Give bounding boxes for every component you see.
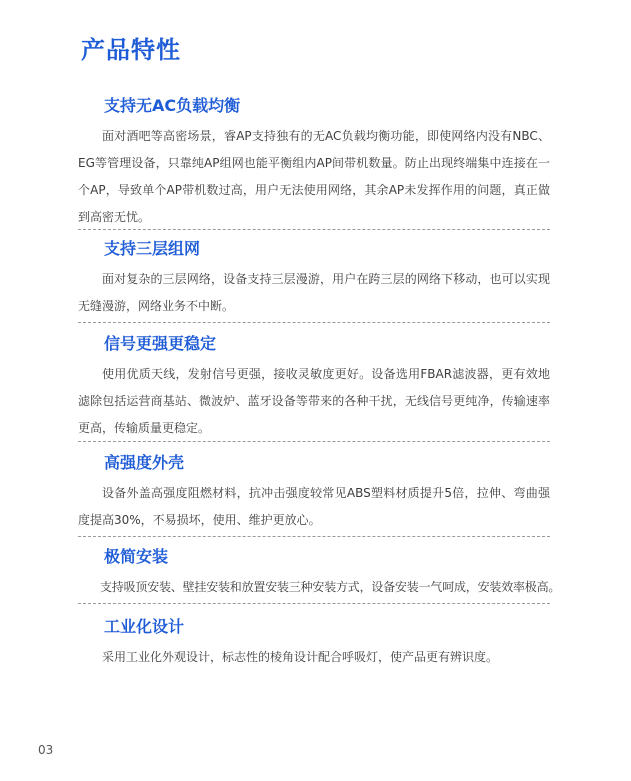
section-ac-free-load-balancing	[78, 95, 550, 231]
section-layer3-networking	[78, 238, 550, 320]
page-number: 03	[38, 743, 54, 757]
section-title: 极简安装	[104, 547, 169, 566]
section-body: 设备外盖高强度阻燃材料，抗冲击强度较常见ABS塑料材质提升5倍，拉伸、弯曲强度提高30%，不易损坏，使用、维护更放心。	[78, 486, 550, 527]
section-simple-installation	[78, 546, 561, 601]
dashed-divider	[78, 229, 550, 230]
section-body: 面对复杂的三层网络，设备支持三层漫游，用户在跨三层的网络下移动，也可以实现无缝漫游，网络业务不中断。	[78, 272, 550, 313]
section-title: 高强度外壳	[104, 453, 185, 472]
dashed-divider	[78, 603, 550, 604]
section-stronger-signal	[78, 333, 550, 442]
dashed-divider	[78, 322, 550, 323]
dashed-divider	[78, 536, 550, 537]
section-body: 使用优质天线，发射信号更强，接收灵敏度更好。设备选用FBAR滤波器，更有效地滤除包括运营商基站、微波炉、蓝牙设备等带来的各种干扰，无线信号更纯净，传输速率更高，传输质量更稳定。	[78, 367, 550, 435]
page-title: 产品特性	[81, 36, 181, 64]
section-high-strength-shell	[78, 452, 550, 534]
section-title: 支持无AC负载均衡	[104, 96, 241, 115]
section-title: 信号更强更稳定	[104, 334, 217, 353]
section-title: 支持三层组网	[104, 239, 201, 258]
section-body: 面对酒吧等高密场景，睿AP支持独有的无AC负载均衡功能，即使网络内没有NBC、EG等管理设备，只靠纯AP组网也能平衡组内AP间带机数量。防止出现终端集中连接在一个AP，导致单个AP带机数过高，用户无法使用网络，其余AP未发挥作用的问题，真正做到高密无忧。	[78, 129, 550, 224]
section-body: 支持吸顶安装、壁挂安装和放置安装三种安装方式，设备安装一气呵成，安装效率极高。	[100, 580, 561, 594]
section-title: 工业化设计	[104, 617, 185, 636]
section-body: 采用工业化外观设计，标志性的棱角设计配合呼吸灯，使产品更有辨识度。	[102, 650, 499, 664]
section-industrial-design	[78, 616, 550, 671]
dashed-divider	[78, 441, 550, 442]
